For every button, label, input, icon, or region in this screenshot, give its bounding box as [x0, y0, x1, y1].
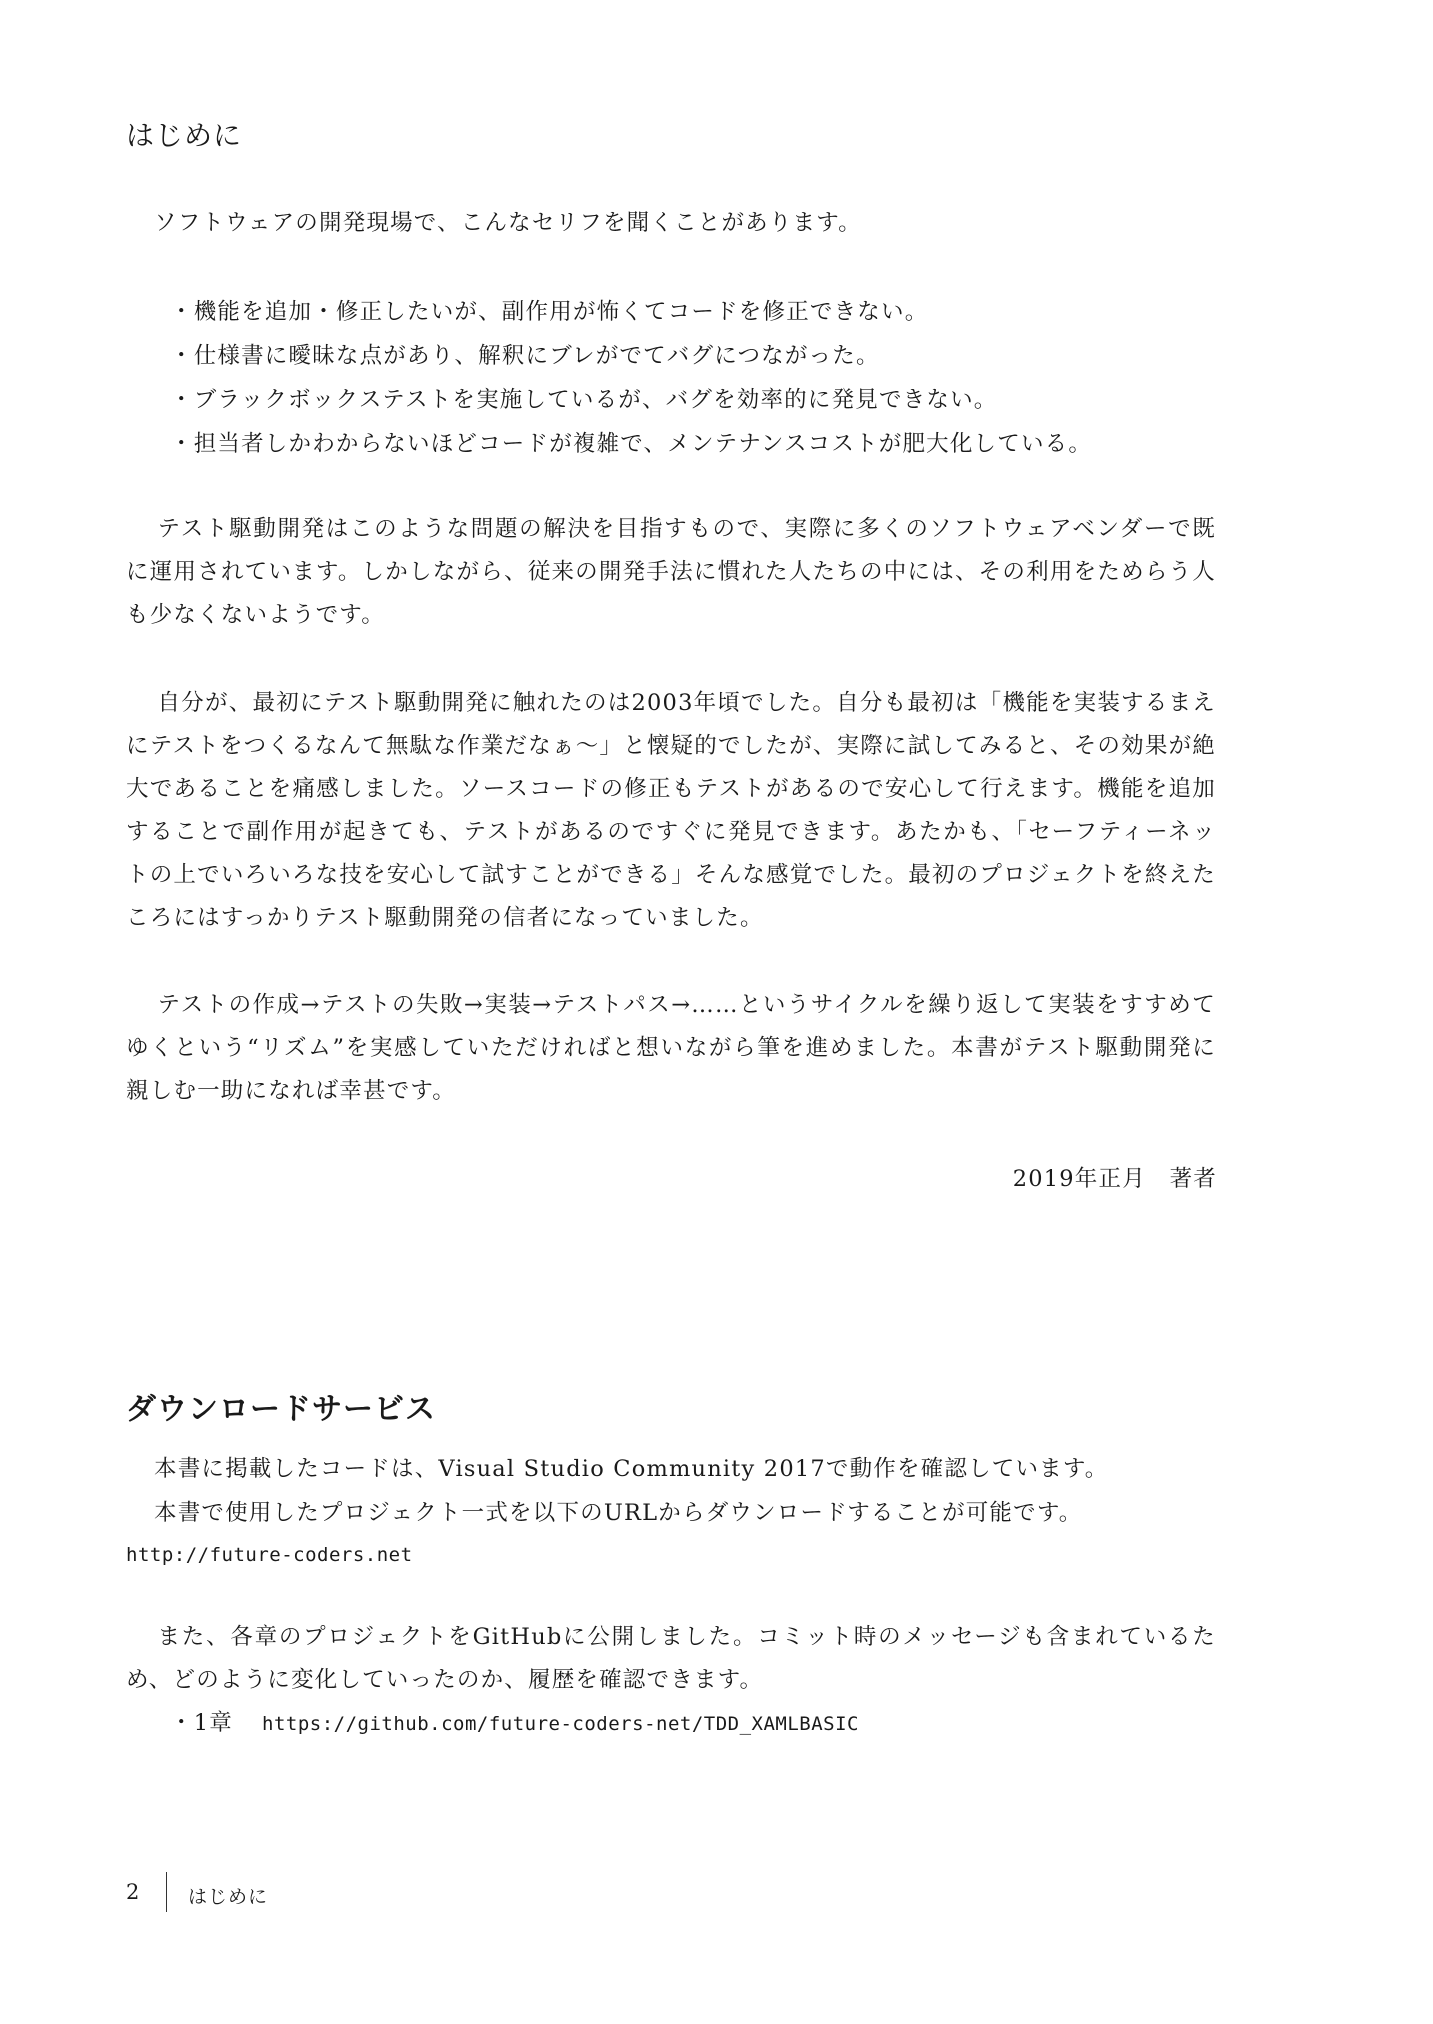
- intro-lead: ソフトウェアの開発現場で、こんなセリフを聞くことがあります。: [154, 210, 862, 236]
- download-url[interactable]: http://future-coders.net: [126, 1544, 413, 1566]
- page-number: 2: [126, 1880, 140, 1904]
- intro-paragraph: テストの作成→テストの失敗→実装→テストパス→……というサイクルを繰り返して実装をすすめてゆくという“リズム”を実感していただければと想いながら筆を進めました。本書がテスト駆動開発に親しむ一助になれば幸甚です。: [126, 992, 1216, 1104]
- chapter-link-row: [170, 1702, 859, 1745]
- problem-list: [170, 290, 1230, 466]
- footer-section: はじめに: [188, 1886, 269, 1908]
- signature: 2019年正月 著者: [1012, 1166, 1217, 1192]
- chapter-url[interactable]: https://github.com/future-coders-net/TDD_XAMLBASIC: [262, 1713, 859, 1735]
- intro-paragraph: 自分が、最初にテスト駆動開発に触れたのは2003年頃でした。自分も最初は「機能を実装するまえにテストをつくるなんて無駄な作業だなぁ～」と懐疑的でしたが、実際に試してみると、その効果が絶大であることを痛感しました。ソースコードの修正もテストがあるので安心して行えます。機能を追加することで副作用が起きても、テストがあるのですぐに発見できます。あたかも、「セーフティーネットの上でいろいろな技を安心して試すことができる」そんな感覚でした。最初のプロジェクトを終えたころにはすっかりテスト駆動開発の信者になっていました。: [126, 690, 1216, 931]
- download-line-1: 本書に掲載したコードは、Visual Studio Community 2017で動作を確認しています。: [154, 1456, 1109, 1482]
- footer-divider: [166, 1872, 167, 1912]
- download-line-2: 本書で使用したプロジェクト一式を以下のURLからダウンロードすることが可能です。: [154, 1500, 1083, 1526]
- download-title: ダウンロードサービス: [126, 1392, 436, 1427]
- github-paragraph: また、各章のプロジェクトをGitHubに公開しました。コミット時のメッセージも含まれているため、どのように変化していったのか、履歴を確認できます。: [126, 1624, 1216, 1693]
- intro-title: はじめに: [126, 119, 243, 152]
- chapter-label: ・1章: [170, 1710, 233, 1736]
- list-item: ・ ブラックボックステストを実施しているが、バグを効率的に発見できない。: [170, 378, 1230, 422]
- list-item: ・ 機能を追加・修正したいが、副作用が怖くてコードを修正できない。: [170, 290, 1230, 334]
- list-item: ・ 担当者しかわからないほどコードが複雑で、メンテナンスコストが肥大化している。: [170, 422, 1230, 466]
- list-item: ・ 仕様書に曖昧な点があり、解釈にブレがでてバグにつながった。: [170, 334, 1230, 378]
- intro-paragraph: テスト駆動開発はこのような問題の解決を目指すもので、実際に多くのソフトウェアベンダーで既に運用されています。しかしながら、従来の開発手法に慣れた人たちの中には、その利用をためらう人も少なくないようです。: [126, 516, 1216, 628]
